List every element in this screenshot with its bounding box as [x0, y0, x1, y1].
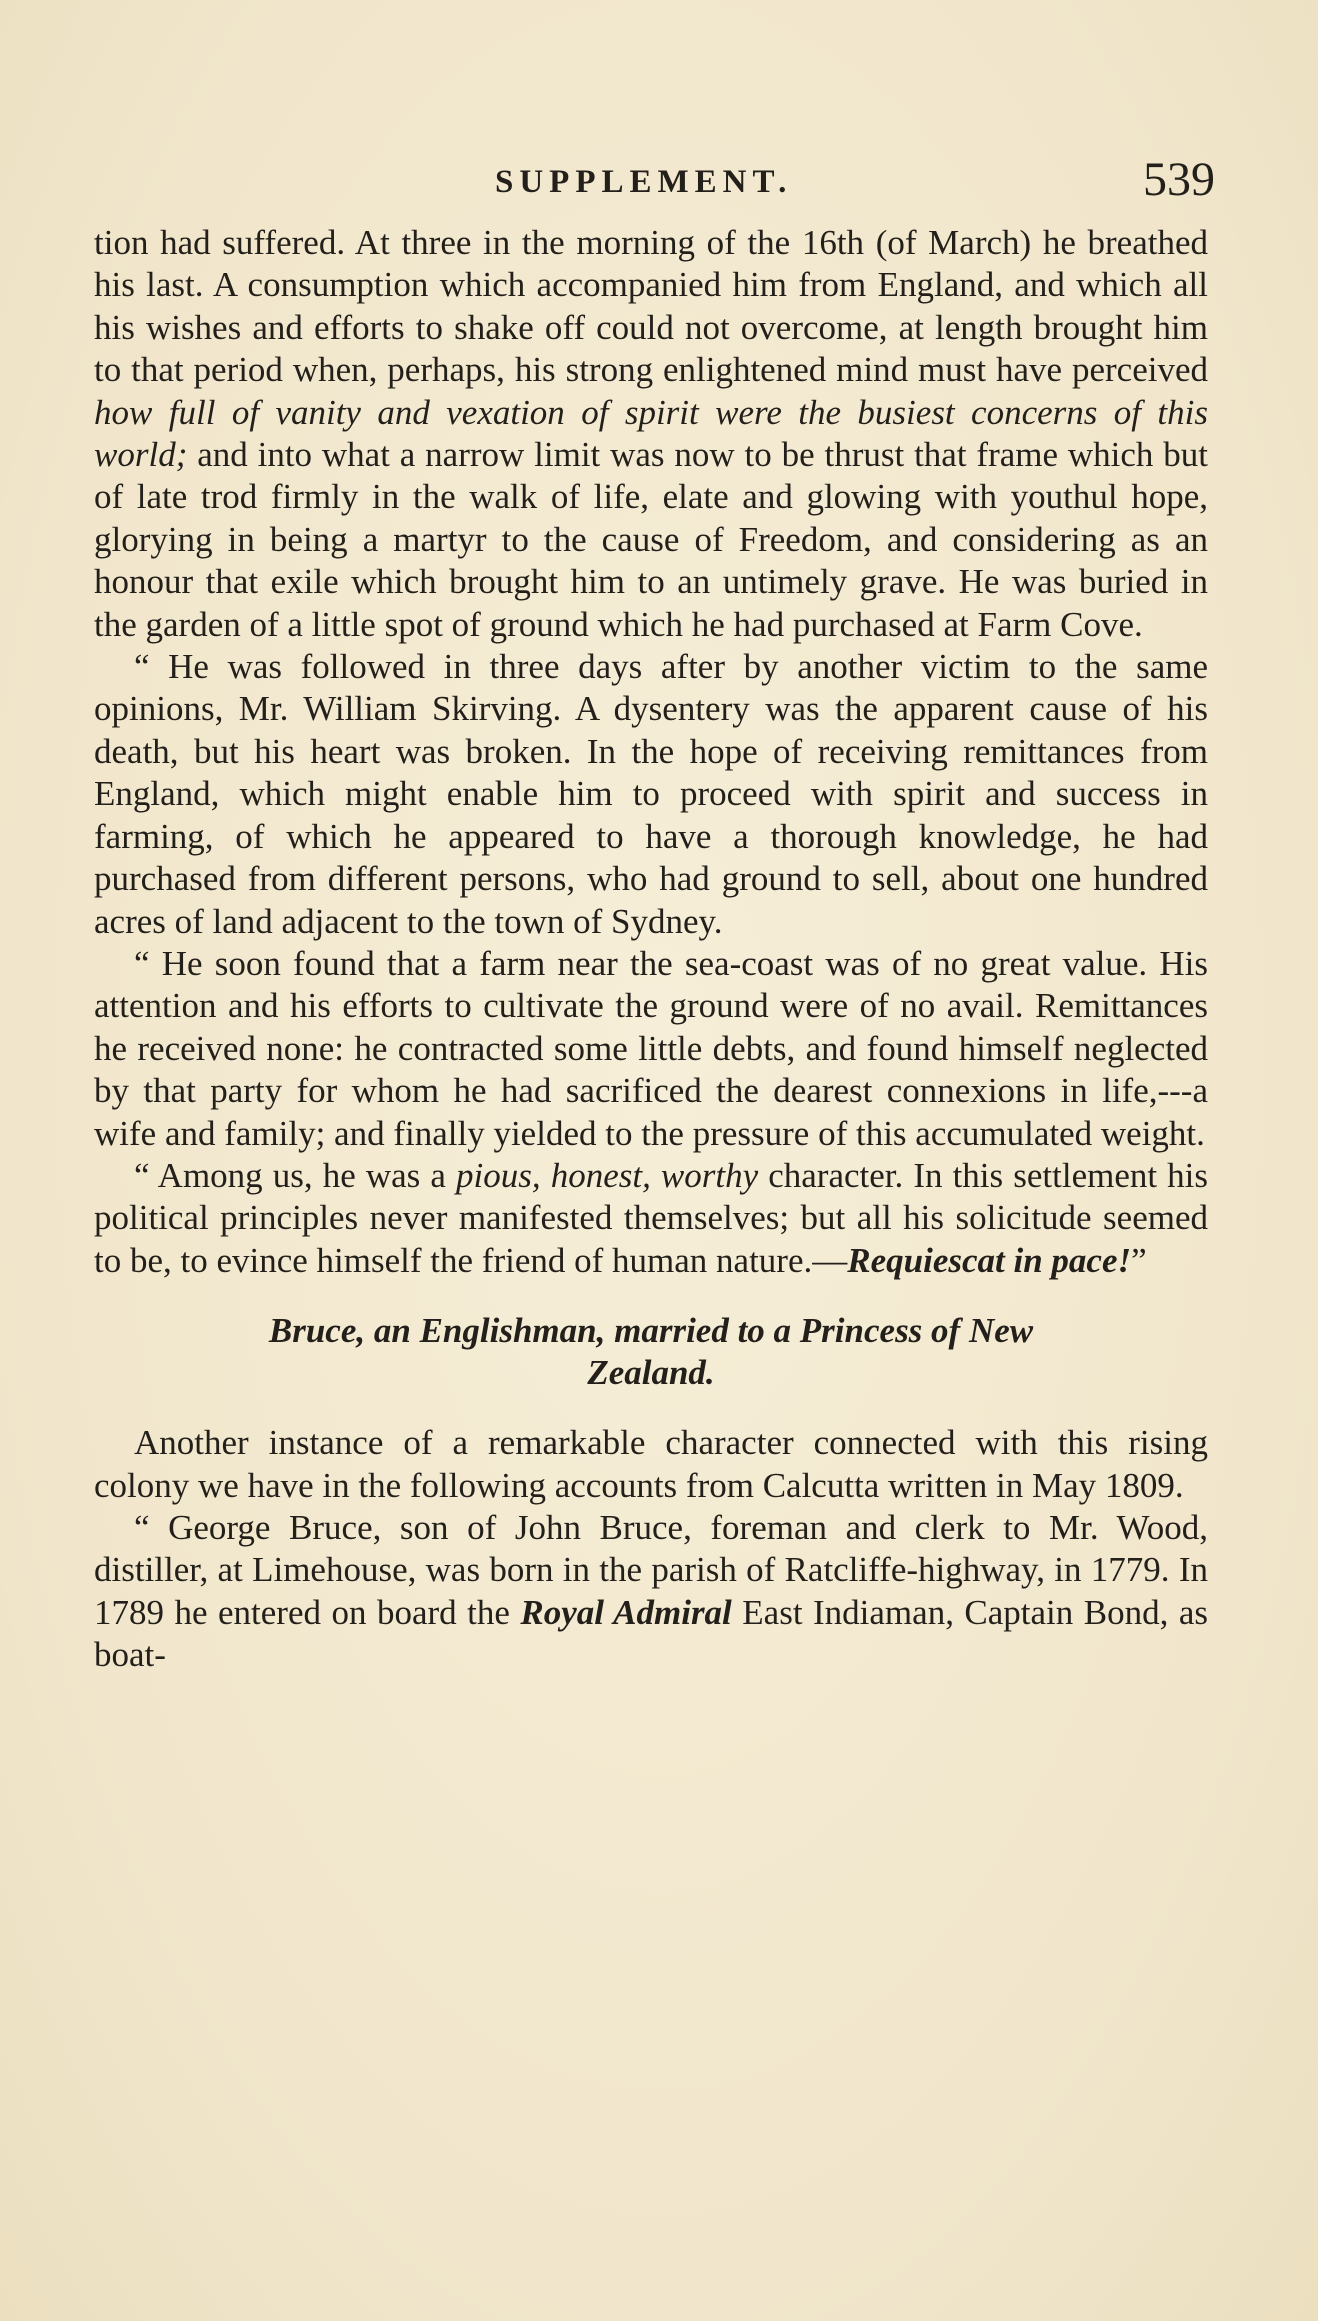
paragraph-2: “ He was followed in three days after by another victim to the same opinions, Mr. William Skirving. A dysentery was the apparent cause of his death, but his heart was broken. In the hope of receiving remittances from England, which might enable him to proceed with spirit and success in farming, of which he appeared to have a thorough knowledge, he had purchased from different persons, who had ground to sell, about one hundred acres of land adjacent to the town of Sydney. [94, 647, 1208, 941]
closing-quote: ” [1131, 1240, 1147, 1280]
paragraph-4-text-b: character. In this settlement his political principles never manifested themselves; but all his solicitude seemed to be, to evince himself the friend of human nature.— [94, 1155, 1209, 1280]
body-text [94, 222, 1208, 1677]
paragraph-4-text-a: “ Among us, he was a [134, 1155, 456, 1195]
paragraph-1-italic: how full of vanity and vexation of spirit were the busiest concerns of this world; [94, 392, 1208, 475]
running-head: SUPPLEMENT. [495, 164, 793, 200]
paragraph-1-text-a: tion had suffered. At three in the morning of the 16th (of March) he breathed his last. A consumption which accompanied him from England, and which all his wishes and efforts to shake off could not overcome, at length brought him to that period when, perhaps, his strong enlightened mind must have perceived [94, 223, 1208, 390]
paragraph-4 [94, 1155, 1208, 1282]
section-heading-line-2: Zealand. [587, 1353, 715, 1393]
paragraph-6-text-b: East Indiaman, Captain Bond, as boat- [94, 1592, 1208, 1675]
italic-worthy: worthy [660, 1155, 759, 1195]
italic-honest: honest, [550, 1155, 651, 1195]
page-header [95, 150, 1215, 210]
italic-requiescat: Requiescat in pace! [847, 1240, 1132, 1280]
page-number: 539 [1143, 153, 1215, 206]
paragraph-1 [94, 222, 1208, 646]
paragraph-6 [94, 1507, 1208, 1677]
italic-pious: pious, [455, 1155, 541, 1195]
paragraph-5: Another instance of a remarkable character connected with this rising colony we have in the following accounts from Calcutta written in May 1809. [94, 1423, 1208, 1505]
paragraph-3: “ He soon found that a farm near the sea-coast was of no great value. His attention and his efforts to cultivate the ground were of no avail. Remittances he received none: he contracted some little debts, and found himself neglected by that party for whom he had sacrificed the dearest connexions in life,---a wife and family; and finally yielded to the pressure of this accumulated weight. [94, 943, 1208, 1153]
section-heading [94, 1310, 1208, 1394]
ship-name: Royal Admiral [520, 1592, 732, 1632]
paragraph-6-text-a: “ George Bruce, son of John Bruce, foreman and clerk to Mr. Wood, distiller, at Limehouse, was born in the parish of Ratcliffe-highway, in 1779. In 1789 he entered on board the [94, 1507, 1208, 1632]
section-heading-line-1: Bruce, an Englishman, married to a Princess of New [268, 1311, 1034, 1351]
paragraph-1-text-b: and into what a narrow limit was now to be thrust that frame which but of late trod firmly in the walk of life, elate and glowing with youthul hope, glorying in being a martyr to the cause of Freedom, and considering as an honour that exile which brought him to an untimely grave. He was buried in the garden of a little spot of ground which he had purchased at Farm Cove. [94, 435, 1208, 644]
